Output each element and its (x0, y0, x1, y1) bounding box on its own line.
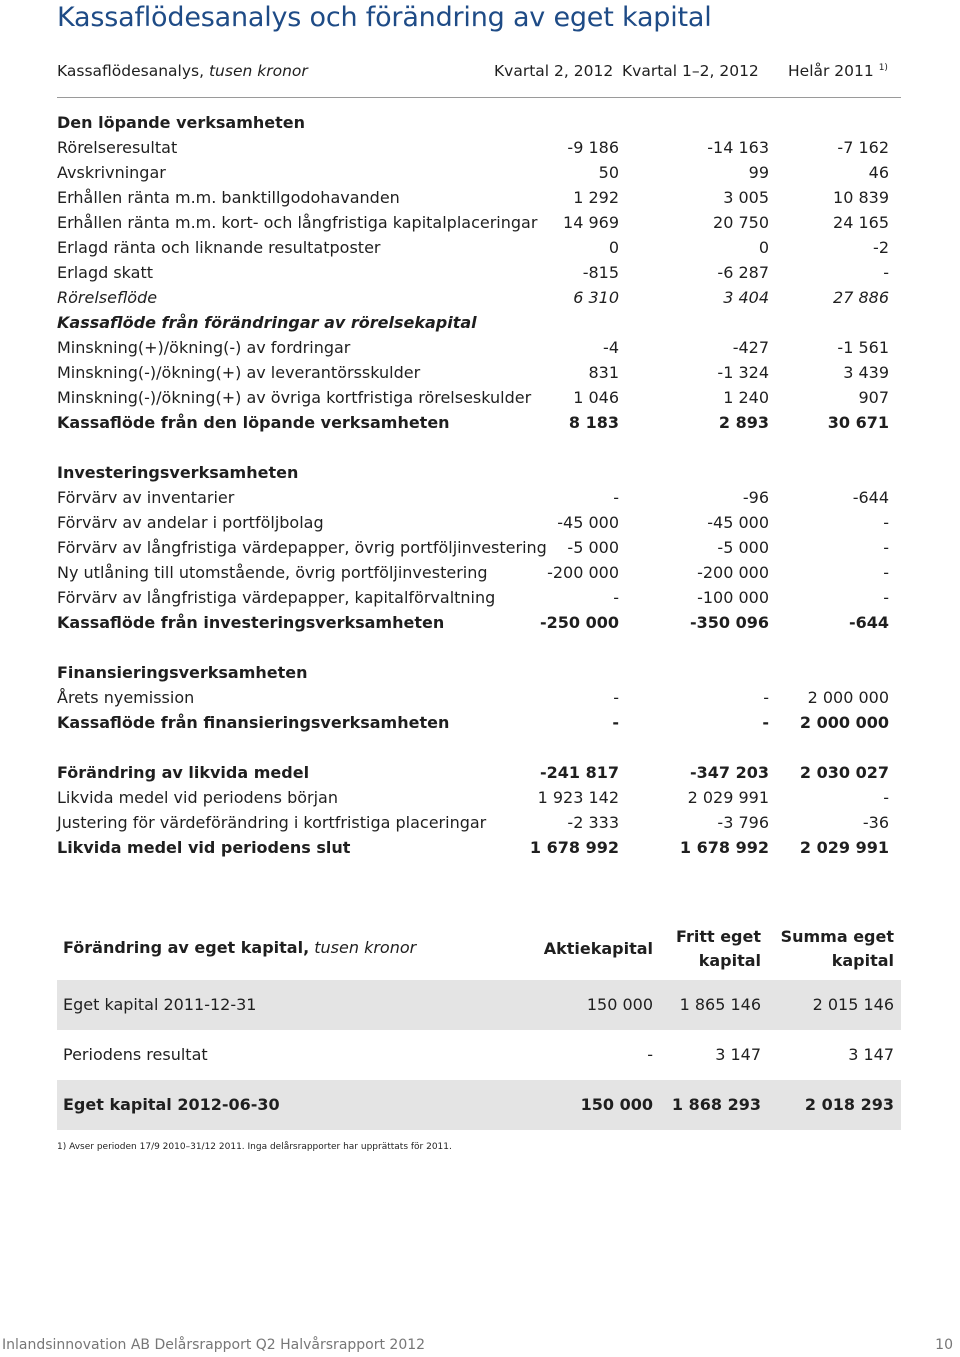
cashflow-header-label (57, 62, 308, 80)
row-label: Årets nyemission (57, 688, 195, 707)
equity-row (57, 980, 901, 1030)
value-kvartal-1-2: - (763, 688, 769, 707)
value-kvartal-2: - (613, 588, 619, 607)
equity-row-aktiekapital: - (647, 1045, 653, 1064)
row-label: Minskning(-)/ökning(+) av övriga kortfristiga rörelseskulder (57, 388, 532, 407)
value-kvartal-2: -5 000 (567, 538, 619, 557)
cashflow-header-col3-text: Helår 2011 (788, 62, 874, 80)
equity-row-summa-eget-kapital: 2 018 293 (804, 1095, 894, 1114)
value-helar-2011: 24 165 (833, 213, 889, 232)
value-kvartal-2: 1 678 992 (529, 838, 619, 857)
table-row (57, 835, 901, 860)
value-kvartal-2: 50 (598, 163, 619, 182)
value-kvartal-2: 1 292 (573, 188, 619, 207)
table-row (57, 510, 901, 535)
value-kvartal-2: -200 000 (547, 563, 619, 582)
equity-row-summa-eget-kapital: 3 147 (848, 1045, 894, 1064)
row-label: Kassaflöde från den löpande verksamheten (57, 413, 450, 432)
row-label: Justering för värdeförändring i kortfristiga placeringar (57, 813, 487, 832)
value-kvartal-1-2: 1 678 992 (679, 838, 769, 857)
equity-row-total (57, 1080, 901, 1130)
equity-row-aktiekapital: 150 000 (580, 1095, 653, 1114)
value-helar-2011: 907 (858, 388, 889, 407)
value-kvartal-2: 1 046 (573, 388, 619, 407)
equity-row-fritt-eget-kapital: 3 147 (715, 1045, 761, 1064)
cashflow-header-divider (57, 97, 901, 98)
equity-header-col3 (781, 925, 894, 973)
value-kvartal-2: - (613, 488, 619, 507)
value-kvartal-1-2: -5 000 (717, 538, 769, 557)
value-helar-2011: - (883, 513, 889, 532)
value-helar-2011: -2 (873, 238, 889, 257)
value-kvartal-1-2: 1 240 (723, 388, 769, 407)
value-helar-2011: -36 (862, 813, 889, 832)
equity-row-fritt-eget-kapital: 1 868 293 (671, 1095, 761, 1114)
equity-header (57, 918, 901, 980)
value-kvartal-1-2: 2 893 (718, 413, 769, 432)
value-kvartal-1-2: -100 000 (697, 588, 769, 607)
value-helar-2011: 2 000 000 (799, 713, 889, 732)
row-label: Minskning(+)/ökning(-) av fordringar (57, 338, 351, 357)
value-kvartal-1-2: 20 750 (713, 213, 769, 232)
value-kvartal-2: 831 (588, 363, 619, 382)
row-label: Rörelseresultat (57, 138, 178, 157)
table-row (57, 585, 901, 610)
value-helar-2011: 46 (868, 163, 889, 182)
value-kvartal-2: -241 817 (539, 763, 619, 782)
value-kvartal-2: 14 969 (563, 213, 619, 232)
table-spacer (57, 735, 901, 760)
value-kvartal-2: 6 310 (573, 288, 619, 307)
equity-header-col2-line1: Fritt eget (676, 927, 761, 946)
value-helar-2011: 3 439 (843, 363, 889, 382)
value-kvartal-2: 8 183 (568, 413, 619, 432)
page-title: Kassaflödesanalys och förändring av eget kapital (57, 2, 712, 33)
table-row (57, 385, 901, 410)
row-label: Kassaflöde från finansieringsverksamheten (57, 713, 450, 732)
value-kvartal-1-2: -45 000 (707, 513, 769, 532)
value-helar-2011: -644 (852, 488, 889, 507)
table-row (57, 810, 901, 835)
equity-header-col2-line2: kapital (698, 951, 761, 970)
row-label: Rörelseflöde (57, 288, 158, 307)
table-row (57, 460, 901, 485)
footer-document-title: Inlandsinnovation AB Delårsrapport Q2 Halvårsrapport 2012 (2, 1337, 426, 1353)
table-row (57, 260, 901, 285)
value-kvartal-2: 1 923 142 (537, 788, 619, 807)
value-kvartal-1-2: -6 287 (717, 263, 769, 282)
row-label: Kassaflöde från investeringsverksamheten (57, 613, 445, 632)
row-label: Likvida medel vid periodens början (57, 788, 338, 807)
table-row (57, 210, 901, 235)
value-kvartal-2: 0 (608, 238, 619, 257)
value-kvartal-1-2: 0 (758, 238, 769, 257)
table-row (57, 660, 901, 685)
equity-row-label: Eget kapital 2011-12-31 (63, 995, 257, 1014)
value-helar-2011: -644 (848, 613, 889, 632)
value-helar-2011: -1 561 (837, 338, 889, 357)
table-row (57, 760, 901, 785)
equity-row (57, 1030, 901, 1080)
equity-header-col1: Aktiekapital (543, 939, 653, 958)
value-helar-2011: 27 886 (833, 288, 889, 307)
table-spacer (57, 435, 901, 460)
value-kvartal-1-2: -3 796 (717, 813, 769, 832)
value-kvartal-2: - (612, 713, 619, 732)
value-helar-2011: 2 029 991 (799, 838, 889, 857)
value-kvartal-1-2: -350 096 (689, 613, 769, 632)
row-label: Ny utlåning till utomstående, övrig portföljinvestering (57, 563, 488, 582)
equity-row-aktiekapital: 150 000 (586, 995, 653, 1014)
equity-header-col3-line1: Summa eget (780, 927, 894, 946)
table-row (57, 710, 901, 735)
table-row (57, 160, 901, 185)
equity-header-col3-line2: kapital (831, 951, 894, 970)
value-kvartal-1-2: 99 (748, 163, 769, 182)
cashflow-header-col3-footnote-marker: 1) (878, 62, 888, 73)
value-kvartal-2: -815 (582, 263, 619, 282)
table-row (57, 335, 901, 360)
value-kvartal-2: -4 (603, 338, 619, 357)
value-kvartal-1-2: -14 163 (707, 138, 769, 157)
row-label: Erhållen ränta m.m. kort- och långfristiga kapitalplaceringar (57, 213, 538, 232)
row-label: Förvärv av andelar i portföljbolag (57, 513, 324, 532)
row-label: Minskning(-)/ökning(+) av leverantörsskulder (57, 363, 421, 382)
cashflow-table (57, 110, 901, 860)
equity-row-fritt-eget-kapital: 1 865 146 (679, 995, 761, 1014)
table-row (57, 185, 901, 210)
equity-row-label: Eget kapital 2012-06-30 (63, 1095, 280, 1114)
equity-header-label (63, 938, 416, 957)
value-helar-2011: - (883, 788, 889, 807)
value-helar-2011: -7 162 (837, 138, 889, 157)
table-spacer (57, 635, 901, 660)
value-helar-2011: - (883, 563, 889, 582)
value-kvartal-1-2: -347 203 (689, 763, 769, 782)
table-row (57, 110, 901, 135)
row-label: Den löpande verksamheten (57, 113, 306, 132)
equity-header-col2 (676, 925, 761, 973)
value-helar-2011: 2 000 000 (807, 688, 889, 707)
value-kvartal-2: -9 186 (567, 138, 619, 157)
table-row (57, 485, 901, 510)
row-label: Förvärv av långfristiga värdepapper, kapitalförvaltning (57, 588, 496, 607)
table-row (57, 135, 901, 160)
row-label: Förvärv av inventarier (57, 488, 235, 507)
equity-row-summa-eget-kapital: 2 015 146 (812, 995, 894, 1014)
value-kvartal-1-2: -200 000 (697, 563, 769, 582)
row-label: Likvida medel vid periodens slut (57, 838, 351, 857)
value-helar-2011: - (883, 263, 889, 282)
table-row (57, 360, 901, 385)
row-label: Erhållen ränta m.m. banktillgodohavanden (57, 188, 400, 207)
row-label: Kassaflöde från förändringar av rörelsekapital (57, 313, 477, 332)
table-row (57, 410, 901, 435)
cashflow-header-label-main: Kassaflödesanalys, (57, 62, 205, 80)
value-kvartal-1-2: 3 005 (723, 188, 769, 207)
table-row (57, 560, 901, 585)
table-row (57, 785, 901, 810)
footnote: 1) Avser perioden 17/9 2010–31/12 2011. Inga delårsrapporter har upprättats för 2011. (57, 1142, 452, 1152)
row-label: Förvärv av långfristiga värdepapper, övrig portföljinvestering (57, 538, 547, 557)
cashflow-header-col2: Kvartal 1–2, 2012 (622, 62, 759, 80)
table-row (57, 310, 901, 335)
value-helar-2011: 10 839 (833, 188, 889, 207)
cashflow-header-label-unit: tusen kronor (208, 62, 308, 80)
value-kvartal-2: -2 333 (567, 813, 619, 832)
value-helar-2011: 30 671 (827, 413, 889, 432)
table-row (57, 535, 901, 560)
row-label: Finansieringsverksamheten (57, 663, 308, 682)
value-kvartal-1-2: 3 404 (723, 288, 769, 307)
row-label: Avskrivningar (57, 163, 166, 182)
row-label: Erlagd skatt (57, 263, 154, 282)
value-helar-2011: - (883, 538, 889, 557)
value-kvartal-2: -45 000 (557, 513, 619, 532)
equity-table (57, 918, 901, 1130)
value-kvartal-1-2: -1 324 (717, 363, 769, 382)
equity-header-label-unit: tusen kronor (314, 938, 417, 957)
value-kvartal-1-2: 2 029 991 (687, 788, 769, 807)
row-label: Erlagd ränta och liknande resultatposter (57, 238, 381, 257)
equity-row-label: Periodens resultat (63, 1045, 208, 1064)
row-label: Förändring av likvida medel (57, 763, 310, 782)
row-label: Investeringsverksamheten (57, 463, 299, 482)
cashflow-header-col1: Kvartal 2, 2012 (494, 62, 614, 80)
value-kvartal-2: - (613, 688, 619, 707)
value-kvartal-1-2: -96 (742, 488, 769, 507)
table-row (57, 685, 901, 710)
table-row (57, 235, 901, 260)
value-kvartal-1-2: - (762, 713, 769, 732)
value-kvartal-2: -250 000 (539, 613, 619, 632)
cashflow-header (57, 62, 901, 84)
table-row (57, 610, 901, 635)
value-helar-2011: - (883, 588, 889, 607)
equity-header-label-main: Förändring av eget kapital, (63, 938, 310, 957)
value-kvartal-1-2: -427 (732, 338, 769, 357)
cashflow-header-col3 (788, 62, 888, 80)
page-number: 10 (935, 1337, 953, 1353)
table-row (57, 285, 901, 310)
value-helar-2011: 2 030 027 (799, 763, 889, 782)
